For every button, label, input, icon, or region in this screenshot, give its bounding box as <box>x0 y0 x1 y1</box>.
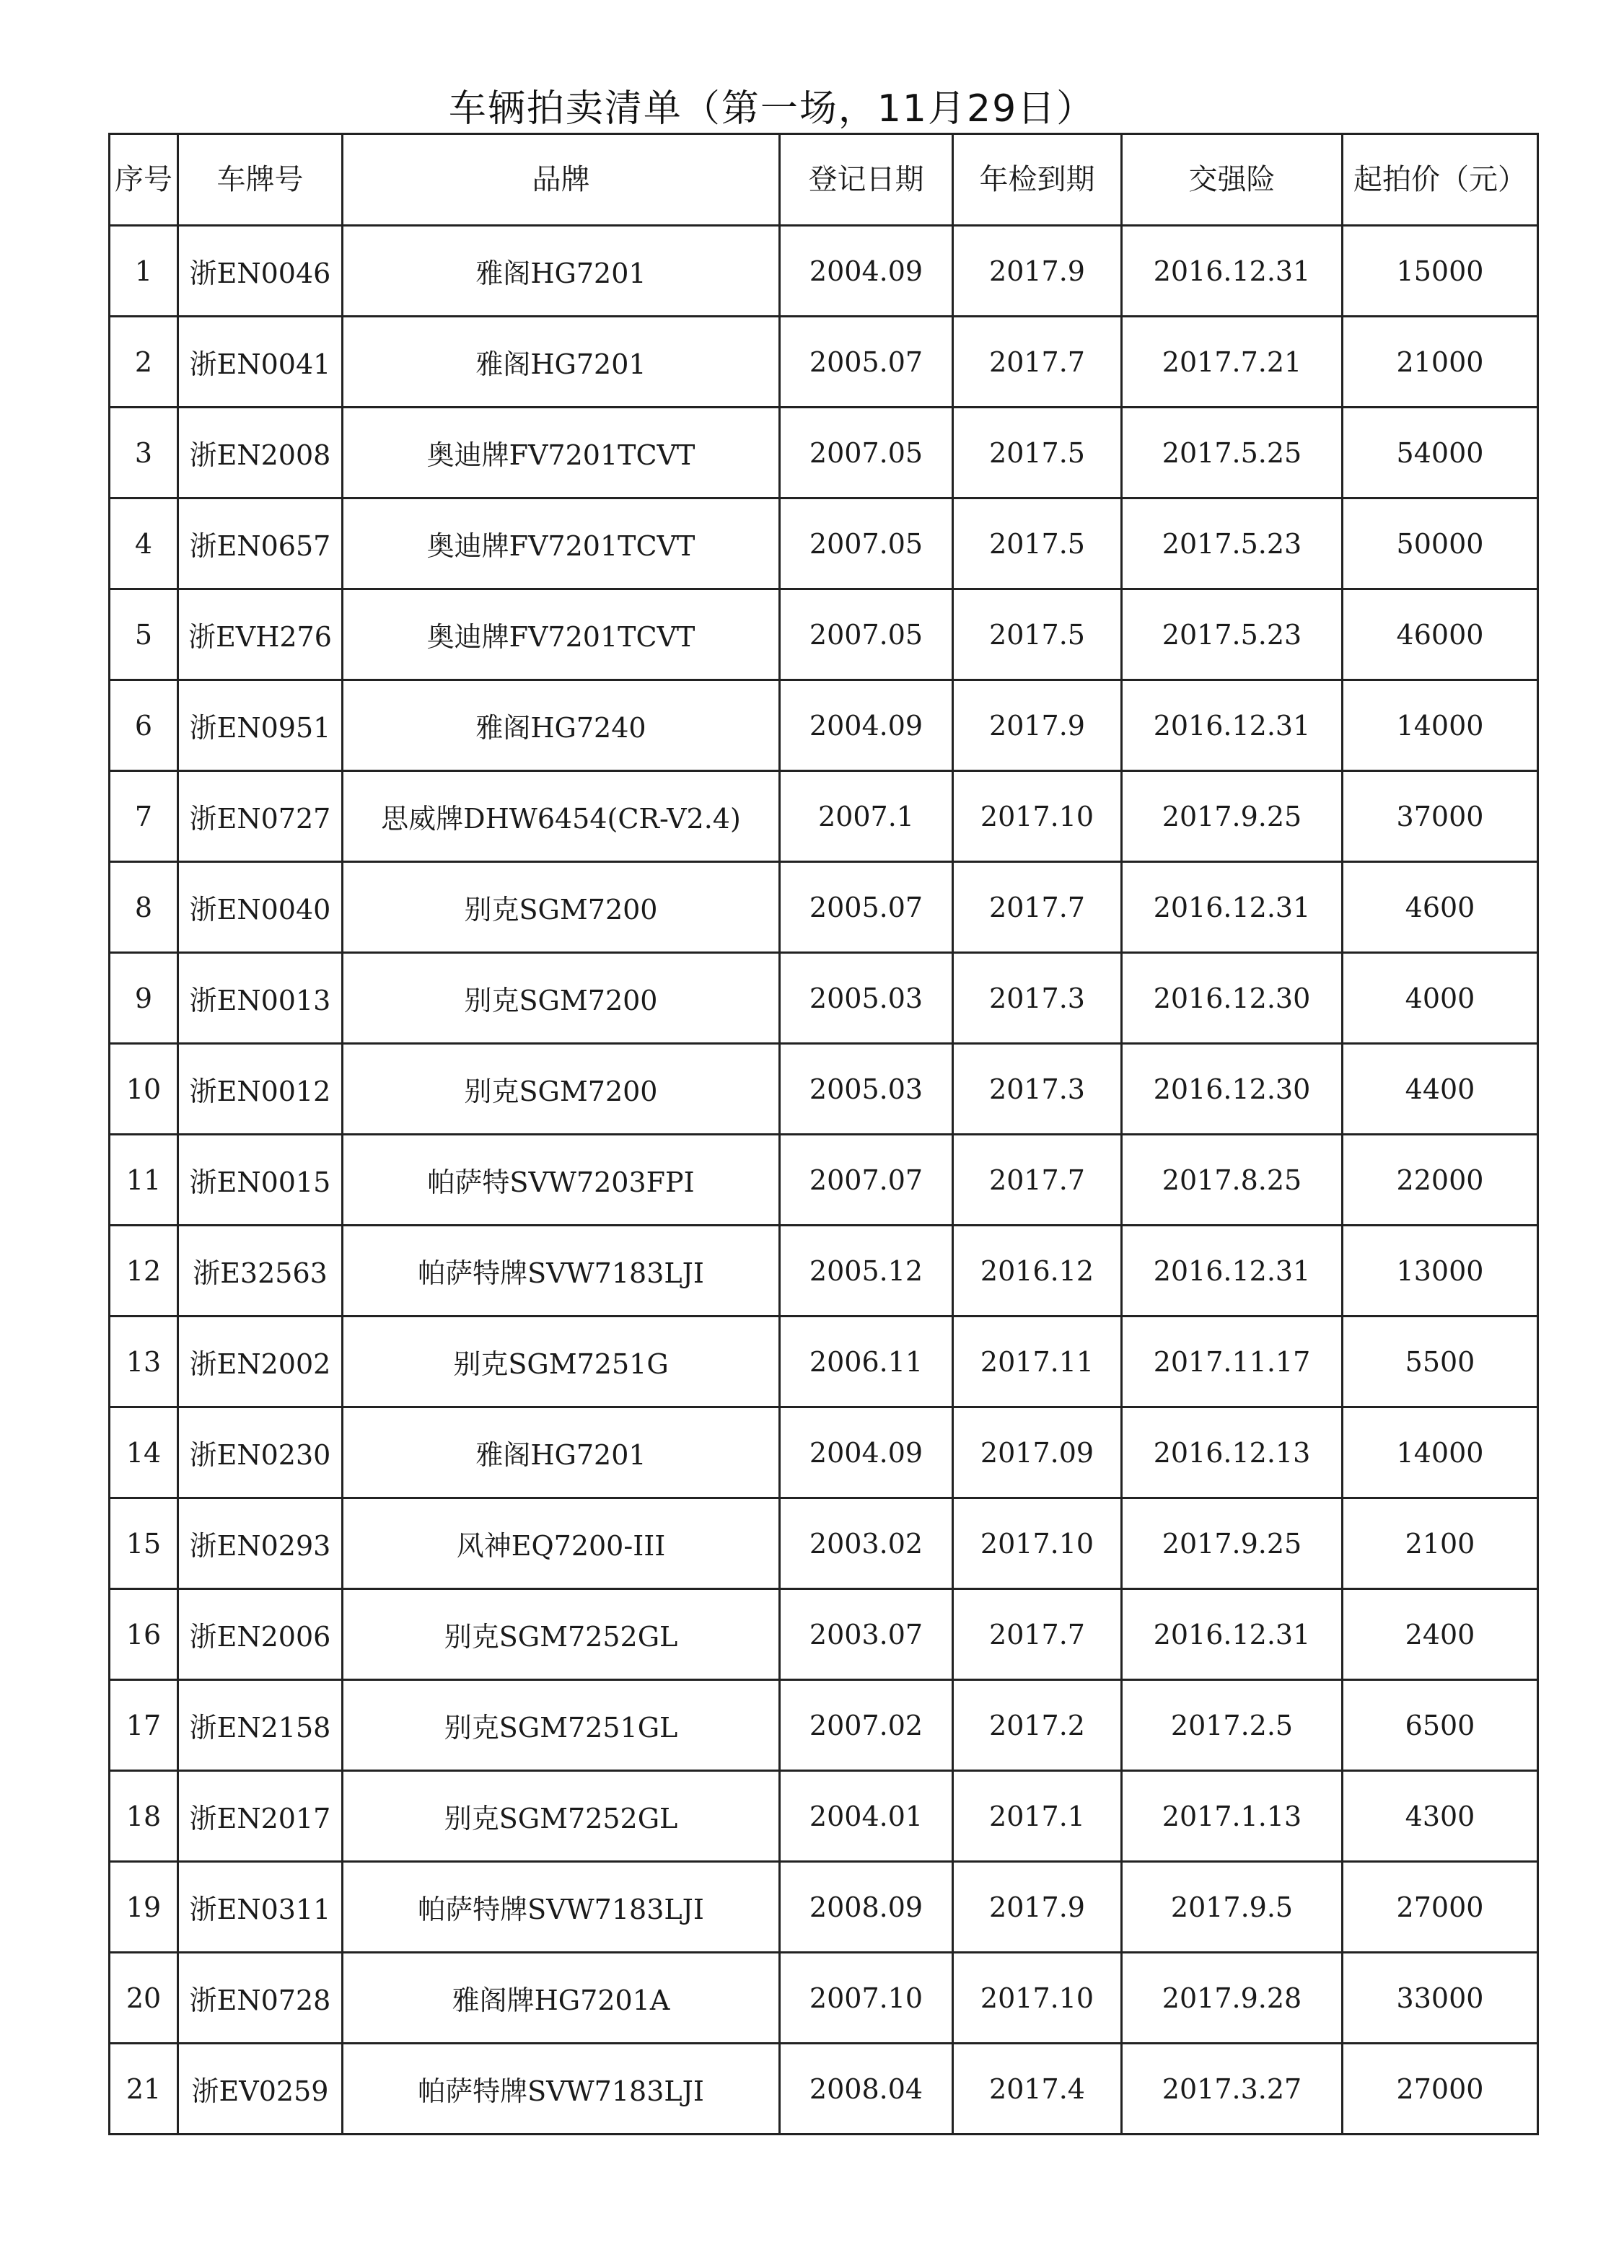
cell-brand: 风神EQ7200-III <box>343 1498 780 1589</box>
cell-plate: 浙EN0293 <box>178 1498 343 1589</box>
table-row <box>110 1771 1538 1862</box>
table-row <box>110 1044 1538 1135</box>
cell-inspection: 2017.9 <box>953 680 1122 771</box>
table-row <box>110 1407 1538 1498</box>
cell-brand: 奥迪牌FV7201TCVT <box>343 589 780 680</box>
cell-inspection: 2017.9 <box>953 1862 1122 1953</box>
header-reg-date: 登记日期 <box>780 134 953 226</box>
table-header-row <box>110 134 1538 226</box>
table-row <box>110 862 1538 953</box>
cell-inspection: 2017.5 <box>953 408 1122 498</box>
cell-inspection: 2017.09 <box>953 1407 1122 1498</box>
cell-inspection: 2017.1 <box>953 1771 1122 1862</box>
cell-reg-date: 2005.07 <box>780 317 953 408</box>
cell-reg-date: 2007.10 <box>780 1953 953 2044</box>
cell-reg-date: 2003.02 <box>780 1498 953 1589</box>
table-row <box>110 771 1538 862</box>
cell-brand: 帕萨特牌SVW7183LJI <box>343 1226 780 1317</box>
cell-reg-date: 2007.05 <box>780 589 953 680</box>
cell-price: 5500 <box>1343 1317 1538 1407</box>
cell-brand: 帕萨特牌SVW7183LJI <box>343 2044 780 2135</box>
cell-no: 10 <box>110 1044 178 1135</box>
cell-inspection: 2017.7 <box>953 862 1122 953</box>
cell-plate: 浙EN2002 <box>178 1317 343 1407</box>
cell-insurance: 2016.12.31 <box>1122 1589 1343 1680</box>
cell-price: 13000 <box>1343 1226 1538 1317</box>
cell-inspection: 2017.5 <box>953 498 1122 589</box>
cell-insurance: 2016.12.31 <box>1122 1226 1343 1317</box>
cell-plate: 浙E32563 <box>178 1226 343 1317</box>
cell-inspection: 2017.9 <box>953 226 1122 317</box>
cell-no: 12 <box>110 1226 178 1317</box>
cell-price: 50000 <box>1343 498 1538 589</box>
cell-inspection: 2017.11 <box>953 1317 1122 1407</box>
cell-no: 13 <box>110 1317 178 1407</box>
cell-no: 15 <box>110 1498 178 1589</box>
cell-price: 27000 <box>1343 1862 1538 1953</box>
cell-reg-date: 2008.09 <box>780 1862 953 1953</box>
cell-brand: 雅阁HG7240 <box>343 680 780 771</box>
table-row <box>110 1589 1538 1680</box>
cell-reg-date: 2004.09 <box>780 680 953 771</box>
cell-insurance: 2017.2.5 <box>1122 1680 1343 1771</box>
cell-insurance: 2017.9.25 <box>1122 771 1343 862</box>
cell-inspection: 2017.7 <box>953 1135 1122 1226</box>
cell-no: 8 <box>110 862 178 953</box>
cell-reg-date: 2007.05 <box>780 498 953 589</box>
table-row <box>110 680 1538 771</box>
cell-price: 46000 <box>1343 589 1538 680</box>
cell-reg-date: 2006.11 <box>780 1317 953 1407</box>
cell-reg-date: 2005.12 <box>780 1226 953 1317</box>
cell-plate: 浙EN2017 <box>178 1771 343 1862</box>
cell-plate: 浙EVH276 <box>178 589 343 680</box>
cell-insurance: 2017.5.25 <box>1122 408 1343 498</box>
cell-no: 17 <box>110 1680 178 1771</box>
cell-brand: 雅阁牌HG7201A <box>343 1953 780 2044</box>
table-row <box>110 1135 1538 1226</box>
cell-brand: 别克SGM7251G <box>343 1317 780 1407</box>
cell-plate: 浙EN2008 <box>178 408 343 498</box>
cell-plate: 浙EN0015 <box>178 1135 343 1226</box>
cell-price: 2400 <box>1343 1589 1538 1680</box>
cell-insurance: 2016.12.30 <box>1122 1044 1343 1135</box>
cell-inspection: 2017.7 <box>953 1589 1122 1680</box>
cell-no: 18 <box>110 1771 178 1862</box>
cell-no: 5 <box>110 589 178 680</box>
cell-no: 4 <box>110 498 178 589</box>
table-row <box>110 1317 1538 1407</box>
header-inspection: 年检到期 <box>953 134 1122 226</box>
cell-plate: 浙EN2006 <box>178 1589 343 1680</box>
cell-price: 4600 <box>1343 862 1538 953</box>
vehicle-auction-table <box>108 133 1539 2135</box>
cell-brand: 雅阁HG7201 <box>343 1407 780 1498</box>
cell-no: 7 <box>110 771 178 862</box>
table-row <box>110 1498 1538 1589</box>
cell-brand: 别克SGM7252GL <box>343 1771 780 1862</box>
cell-brand: 雅阁HG7201 <box>343 317 780 408</box>
cell-plate: 浙EV0259 <box>178 2044 343 2135</box>
table-row <box>110 1953 1538 2044</box>
cell-insurance: 2017.9.25 <box>1122 1498 1343 1589</box>
cell-reg-date: 2007.05 <box>780 408 953 498</box>
table-row <box>110 2044 1538 2135</box>
cell-insurance: 2016.12.31 <box>1122 226 1343 317</box>
table-row <box>110 408 1538 498</box>
cell-price: 6500 <box>1343 1680 1538 1771</box>
cell-no: 14 <box>110 1407 178 1498</box>
table-row <box>110 589 1538 680</box>
cell-brand: 别克SGM7200 <box>343 862 780 953</box>
cell-brand: 奥迪牌FV7201TCVT <box>343 498 780 589</box>
cell-reg-date: 2004.09 <box>780 226 953 317</box>
cell-brand: 别克SGM7200 <box>343 1044 780 1135</box>
cell-insurance: 2017.11.17 <box>1122 1317 1343 1407</box>
cell-no: 1 <box>110 226 178 317</box>
cell-inspection: 2017.10 <box>953 1953 1122 2044</box>
cell-reg-date: 2003.07 <box>780 1589 953 1680</box>
cell-brand: 奥迪牌FV7201TCVT <box>343 408 780 498</box>
cell-plate: 浙EN0727 <box>178 771 343 862</box>
table-row <box>110 1862 1538 1953</box>
cell-reg-date: 2007.02 <box>780 1680 953 1771</box>
cell-insurance: 2017.3.27 <box>1122 2044 1343 2135</box>
cell-price: 37000 <box>1343 771 1538 862</box>
cell-insurance: 2017.5.23 <box>1122 498 1343 589</box>
cell-price: 54000 <box>1343 408 1538 498</box>
cell-insurance: 2017.9.5 <box>1122 1862 1343 1953</box>
cell-inspection: 2017.10 <box>953 771 1122 862</box>
cell-no: 19 <box>110 1862 178 1953</box>
cell-price: 4300 <box>1343 1771 1538 1862</box>
cell-plate: 浙EN0311 <box>178 1862 343 1953</box>
cell-price: 2100 <box>1343 1498 1538 1589</box>
cell-no: 2 <box>110 317 178 408</box>
table-row <box>110 498 1538 589</box>
cell-plate: 浙EN0728 <box>178 1953 343 2044</box>
cell-price: 27000 <box>1343 2044 1538 2135</box>
header-plate: 车牌号 <box>178 134 343 226</box>
table-row <box>110 226 1538 317</box>
cell-plate: 浙EN0951 <box>178 680 343 771</box>
cell-plate: 浙EN0041 <box>178 317 343 408</box>
cell-reg-date: 2004.01 <box>780 1771 953 1862</box>
header-insurance: 交强险 <box>1122 134 1343 226</box>
cell-no: 21 <box>110 2044 178 2135</box>
cell-plate: 浙EN0657 <box>178 498 343 589</box>
cell-no: 3 <box>110 408 178 498</box>
cell-price: 4400 <box>1343 1044 1538 1135</box>
cell-reg-date: 2007.07 <box>780 1135 953 1226</box>
cell-insurance: 2017.9.28 <box>1122 1953 1343 2044</box>
cell-reg-date: 2004.09 <box>780 1407 953 1498</box>
cell-inspection: 2017.5 <box>953 589 1122 680</box>
cell-plate: 浙EN0012 <box>178 1044 343 1135</box>
cell-no: 20 <box>110 1953 178 2044</box>
table-row <box>110 317 1538 408</box>
cell-price: 33000 <box>1343 1953 1538 2044</box>
cell-insurance: 2017.8.25 <box>1122 1135 1343 1226</box>
cell-price: 14000 <box>1343 1407 1538 1498</box>
cell-brand: 别克SGM7252GL <box>343 1589 780 1680</box>
cell-inspection: 2017.3 <box>953 953 1122 1044</box>
document-title: 车辆拍卖清单（第一场，11月29日） <box>448 87 1096 131</box>
cell-price: 4000 <box>1343 953 1538 1044</box>
cell-inspection: 2017.4 <box>953 2044 1122 2135</box>
cell-plate: 浙EN0046 <box>178 226 343 317</box>
cell-plate: 浙EN0013 <box>178 953 343 1044</box>
cell-reg-date: 2008.04 <box>780 2044 953 2135</box>
cell-price: 15000 <box>1343 226 1538 317</box>
cell-inspection: 2017.3 <box>953 1044 1122 1135</box>
table-row <box>110 1680 1538 1771</box>
cell-insurance: 2017.1.13 <box>1122 1771 1343 1862</box>
cell-reg-date: 2005.03 <box>780 1044 953 1135</box>
cell-brand: 别克SGM7200 <box>343 953 780 1044</box>
cell-reg-date: 2005.07 <box>780 862 953 953</box>
cell-insurance: 2017.5.23 <box>1122 589 1343 680</box>
header-price: 起拍价（元） <box>1343 134 1538 226</box>
cell-insurance: 2016.12.31 <box>1122 680 1343 771</box>
cell-brand: 思威牌DHW6454(CR-V2.4) <box>343 771 780 862</box>
cell-insurance: 2017.7.21 <box>1122 317 1343 408</box>
cell-price: 21000 <box>1343 317 1538 408</box>
table-row <box>110 1226 1538 1317</box>
cell-reg-date: 2007.1 <box>780 771 953 862</box>
cell-insurance: 2016.12.31 <box>1122 862 1343 953</box>
cell-insurance: 2016.12.13 <box>1122 1407 1343 1498</box>
cell-reg-date: 2005.03 <box>780 953 953 1044</box>
table-row <box>110 953 1538 1044</box>
cell-inspection: 2017.7 <box>953 317 1122 408</box>
cell-no: 9 <box>110 953 178 1044</box>
cell-inspection: 2017.2 <box>953 1680 1122 1771</box>
cell-brand: 别克SGM7251GL <box>343 1680 780 1771</box>
cell-plate: 浙EN0230 <box>178 1407 343 1498</box>
cell-insurance: 2016.12.30 <box>1122 953 1343 1044</box>
cell-inspection: 2017.10 <box>953 1498 1122 1589</box>
cell-price: 14000 <box>1343 680 1538 771</box>
cell-no: 6 <box>110 680 178 771</box>
cell-no: 16 <box>110 1589 178 1680</box>
header-brand: 品牌 <box>343 134 780 226</box>
cell-plate: 浙EN2158 <box>178 1680 343 1771</box>
cell-no: 11 <box>110 1135 178 1226</box>
cell-inspection: 2016.12 <box>953 1226 1122 1317</box>
header-no: 序号 <box>110 134 178 226</box>
cell-brand: 帕萨特SVW7203FPI <box>343 1135 780 1226</box>
cell-brand: 雅阁HG7201 <box>343 226 780 317</box>
cell-plate: 浙EN0040 <box>178 862 343 953</box>
cell-price: 22000 <box>1343 1135 1538 1226</box>
cell-brand: 帕萨特牌SVW7183LJI <box>343 1862 780 1953</box>
